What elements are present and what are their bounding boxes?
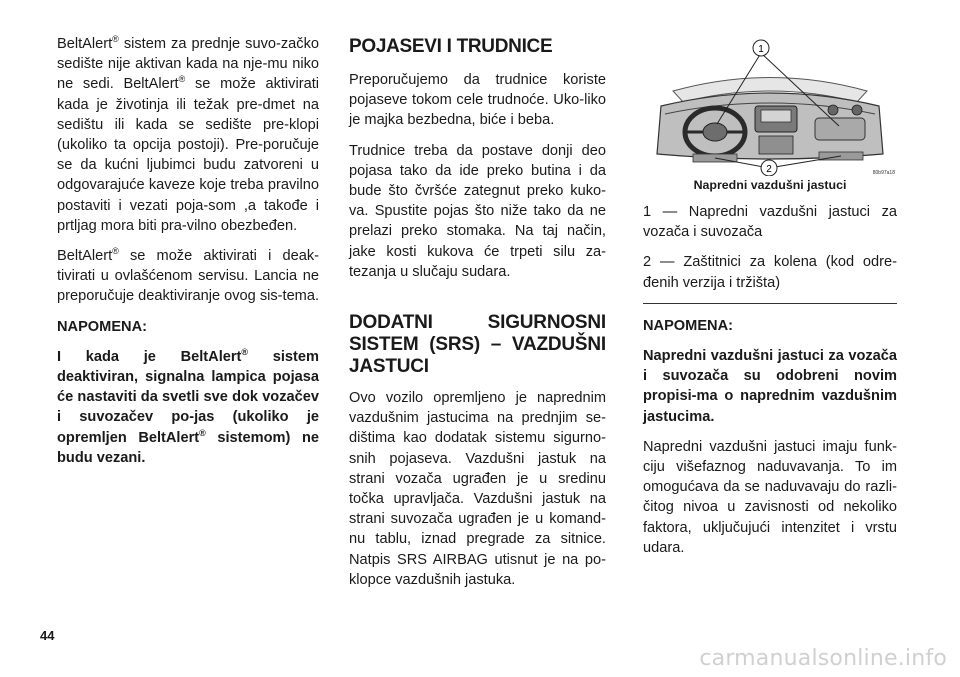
registered-mark: ® <box>178 74 186 85</box>
beltalert-paragraph-2: BeltAlert® se može aktivirati i deak-tivirati u ovlašćenom servisu. Lancia ne preporučuje deaktiviranje ovog sis-tema. <box>57 246 320 305</box>
airbag-figure <box>643 36 897 194</box>
callout-label-1: 1 <box>758 44 764 55</box>
column-left <box>57 34 319 478</box>
column-middle <box>349 36 606 600</box>
note-label: NAPOMENA: <box>57 318 147 335</box>
note-text: I kada je BeltAlert® sistem deaktiviran, signalna lampica pojasa će nastaviti da svetli sve dok vozačev i suvozačev po-jas (ukoliko je opremljen BeltAlert® sistemom) ne budu vezani. <box>57 346 319 466</box>
legend-item-2: 2 — Zaštitnici za kolena (kod odre-đenih verzija i tržišta) <box>643 254 897 291</box>
watermark: carmanualsonline.info <box>699 646 947 671</box>
section-title-srs: DODATNI SIGURNOSNI SISTEM (SRS) – VAZDUŠNI JASTUCI <box>349 312 606 378</box>
page-number: 44 <box>40 628 55 643</box>
note-label: NAPOMENA: <box>643 317 733 334</box>
advanced-airbag-paragraph: Napredni vazdušni jastuci imaju funk-ciju višefaznog naduvavanja. To im omogućava da se naduvavaju do razli-čitog nivoa u zavisnosti od nekoliko faktora, uključujući intenzitet i vrstu udara. <box>643 438 897 556</box>
srs-paragraph: Ovo vozilo opremljeno je naprednim vazdušnim jastucima na prednjim se-dištima kao dodatak sistemu sigurno-snih pojaseva. Vazdušni jastuk na strani vozača ugrađen je u sredinu točka upravljača. Vazdušni jastuk na strani suvozača ugrađen je u komand-nu tablu, iznad pregrade za sitnice. Natpis SRS AIRBAG utisnut je na po-klopce vazdušnih jastuka. <box>349 390 606 588</box>
column-right <box>643 202 897 568</box>
registered-mark: ® <box>112 246 119 257</box>
registered-mark: ® <box>112 34 119 44</box>
legend-item-1: 1 — Napredni vazdušni jastuci za vozača i suvozača <box>643 204 897 241</box>
registered-mark: ® <box>199 427 206 438</box>
beltalert-paragraph-1: BeltAlert® sistem za prednje suvo-začko sedište nije aktivan kada na nje-mu niko ne sedi. BeltAlert® se može aktivirati kada je životinja ili težak pre-dmet na sedištu ili kada se sedište pre-klopi (ukoliko ta opcija postoji). Pre-poručuje se da kućni ljubimci budu zatvoreni u odgovarajuće kaveze koje treba pravilno postaviti i vezati poja-som ,a takođe i prtljag mora biti pra-vilno obezbeđen. <box>57 34 319 234</box>
section-divider <box>643 303 897 304</box>
figure-code: 80b97a18 <box>872 170 895 176</box>
figure-caption: Napredni vazdušni jastuci <box>693 178 847 192</box>
dashboard-illustration <box>643 36 897 176</box>
pregnancy-paragraph-1: Preporučujemo da trudnice koriste pojaseve tokom cele trudnoće. Uko-liko je majka bezbedna, biće i beba. <box>349 72 606 129</box>
callout-label-2: 2 <box>766 164 772 175</box>
section-title-pregnancy: POJASEVI I TRUDNICE <box>349 36 553 57</box>
note-text: Napredni vazdušni jastuci za vozača i suvozača su odobreni novim propisi-ma o naprednim vazdušnim jastucima. <box>643 348 897 425</box>
registered-mark: ® <box>241 346 249 357</box>
pregnancy-paragraph-2: Trudnice treba da postave donji deo pojasa tako da ide preko butina i da bude što čvršće zategnut preko kuko-va. Spustite pojas što niže tako da ne prelazi preko stomaka. Na taj način, jake kosti kukova će trpeti silu za-tezanja u slučaju sudara. <box>349 142 606 280</box>
